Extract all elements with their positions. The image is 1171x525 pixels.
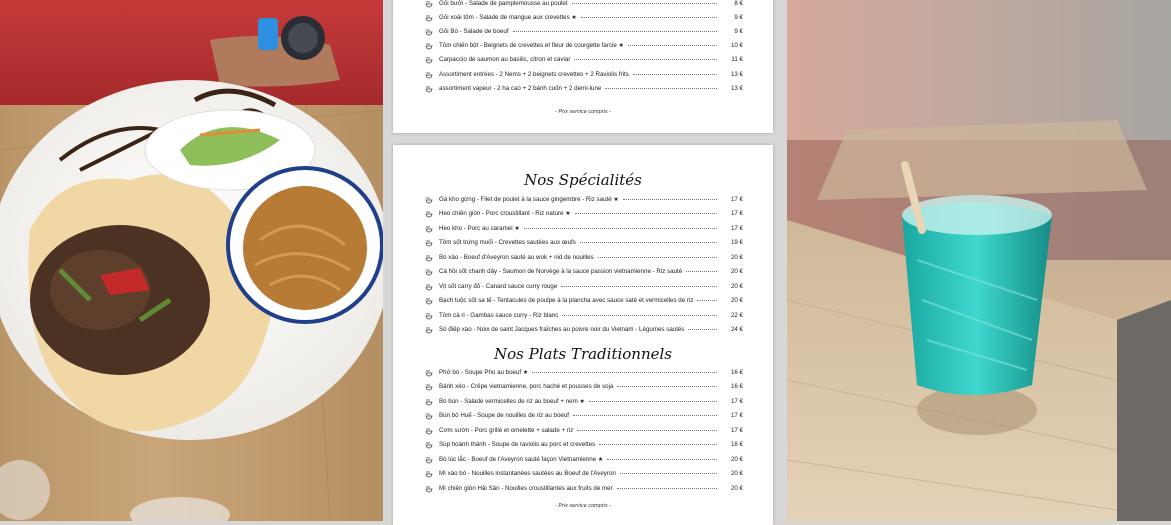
price-note: - Prix service compris - xyxy=(555,503,611,509)
menu-row: Carpaccio de saumon au basilic, citron et caviar 11 € xyxy=(425,53,743,66)
section-title-specialties: Nos Spécialités xyxy=(524,171,642,189)
bowl-icon xyxy=(425,239,433,247)
menu-row: Bạch tuộc sốt sa tế - Tentacules de poulpe à la plancha avec sauce saté et vermicelles de riz 20 € xyxy=(425,294,743,307)
menu-row: Phở bò - Soupe Pho au boeuf ★ 16 € xyxy=(425,366,743,379)
bowl-icon xyxy=(425,470,433,478)
menu-row: Heo chiên giòn - Porc croustillant - Riz nature ★ 17 € xyxy=(425,207,743,220)
menu-scan xyxy=(383,0,787,521)
bowl-icon xyxy=(425,441,433,449)
food-photo-illustration xyxy=(0,0,383,521)
bowl-icon xyxy=(425,398,433,406)
menu-row: Cá hồi sốt chanh dây - Saumon de Norvège à la sauce passion vietnamienne - Riz sauté 20 € xyxy=(425,265,743,278)
menu-row: Gỏi Bò - Salade de boeuf 9 € xyxy=(425,25,743,38)
bowl-icon xyxy=(425,196,433,204)
drink-photo-illustration xyxy=(787,0,1171,521)
bowl-icon xyxy=(425,412,433,420)
bowl-icon xyxy=(425,297,433,305)
menu-row: Bò xào - Boeuf d'Aveyron sauté au wok + nid de nouilles 20 € xyxy=(425,251,743,264)
menu-row: Bò lúc lắc - Boeuf de l'Aveyron sauté façon Vietnamienne ★ 20 € xyxy=(425,453,743,466)
bowl-icon xyxy=(425,427,433,435)
menu-row: Bún bò Huế - Soupe de nouilles de riz au boeuf 17 € xyxy=(425,409,743,422)
bowl-icon xyxy=(425,383,433,391)
food-photo xyxy=(0,0,383,521)
menu-row: Assortiment entrées - 2 Nems + 2 beignets crevettes + 2 Raviolis frits 13 € xyxy=(425,68,743,81)
bowl-icon xyxy=(425,456,433,464)
bowl-icon xyxy=(425,14,433,22)
bowl-icon xyxy=(425,326,433,334)
bowl-icon xyxy=(425,28,433,36)
menu-row: Mì chiên giòn Hải Sản - Nouilles croustillantes aux fruits de mer 20 € xyxy=(425,482,743,495)
bowl-icon xyxy=(425,71,433,79)
bowl-icon xyxy=(425,485,433,493)
bowl-icon xyxy=(425,369,433,377)
bowl-icon xyxy=(425,85,433,93)
bowl-icon xyxy=(425,225,433,233)
bowl-icon xyxy=(425,283,433,291)
menu-row: Cơm sườn - Porc grillé et omelette + salade + riz 17 € xyxy=(425,424,743,437)
menu-row: Mì xào bò - Nouilles instantanées sautées au Boeuf de l'Aveyron 20 € xyxy=(425,467,743,480)
bowl-icon xyxy=(425,312,433,320)
menu-row: Tôm chiên bột - Beignets de crevettes et fleur de courgette farcie ★ 10 € xyxy=(425,39,743,52)
bowl-icon xyxy=(425,42,433,50)
bowl-icon xyxy=(425,210,433,218)
menu-row: Tôm cà ri - Gambas sauce curry - Riz blanc 22 € xyxy=(425,309,743,322)
bowl-icon xyxy=(425,56,433,64)
menu-row: Vịt sốt carry đỏ - Canard sauce curry rouge 20 € xyxy=(425,280,743,293)
menu-row: Bò bún - Salade vermicelles de riz au boeuf + nem ★ 17 € xyxy=(425,395,743,408)
bowl-icon xyxy=(425,254,433,262)
menu-row: Gỏi bưởi - Salade de pamplemousse au poulet 8 € xyxy=(425,0,743,10)
menu-row: assortiment vapeur - 2 ha cao + 2 bánh cuốn + 2 demi-lune 13 € xyxy=(425,82,743,95)
menu-row: Bánh xèo - Crêpe vietnamienne, porc haché et pousses de soja 16 € xyxy=(425,380,743,393)
menu-row: Súp hoành thánh - Soupe de raviolis au porc et crevettes 18 € xyxy=(425,438,743,451)
section-title-traditional: Nos Plats Traditionnels xyxy=(493,345,672,363)
menu-row: Sò điệp xào - Noix de saint Jacques fraîches au poivre noir du Vietnam - Légumes sautés 24 € xyxy=(425,323,743,336)
menu-page-starters xyxy=(393,0,773,133)
price-note: - Prix service compris - xyxy=(555,109,611,115)
menu-page-mains xyxy=(393,145,773,525)
menu-row: Heo kho - Porc au caramel ★ 17 € xyxy=(425,222,743,235)
menu-row: Gỏi xoài tôm - Salade de mangue aux crevettes ★ 9 € xyxy=(425,11,743,24)
menu-row: Tôm sốt trứng muối - Crevettes sautées aux œufs 19 € xyxy=(425,236,743,249)
drink-photo xyxy=(787,0,1171,521)
bowl-icon xyxy=(425,268,433,276)
bowl-icon xyxy=(425,0,433,8)
menu-row: Gà kho gừng - Filet de poulet à la sauce gingembre - Riz sauté ★ 17 € xyxy=(425,193,743,206)
